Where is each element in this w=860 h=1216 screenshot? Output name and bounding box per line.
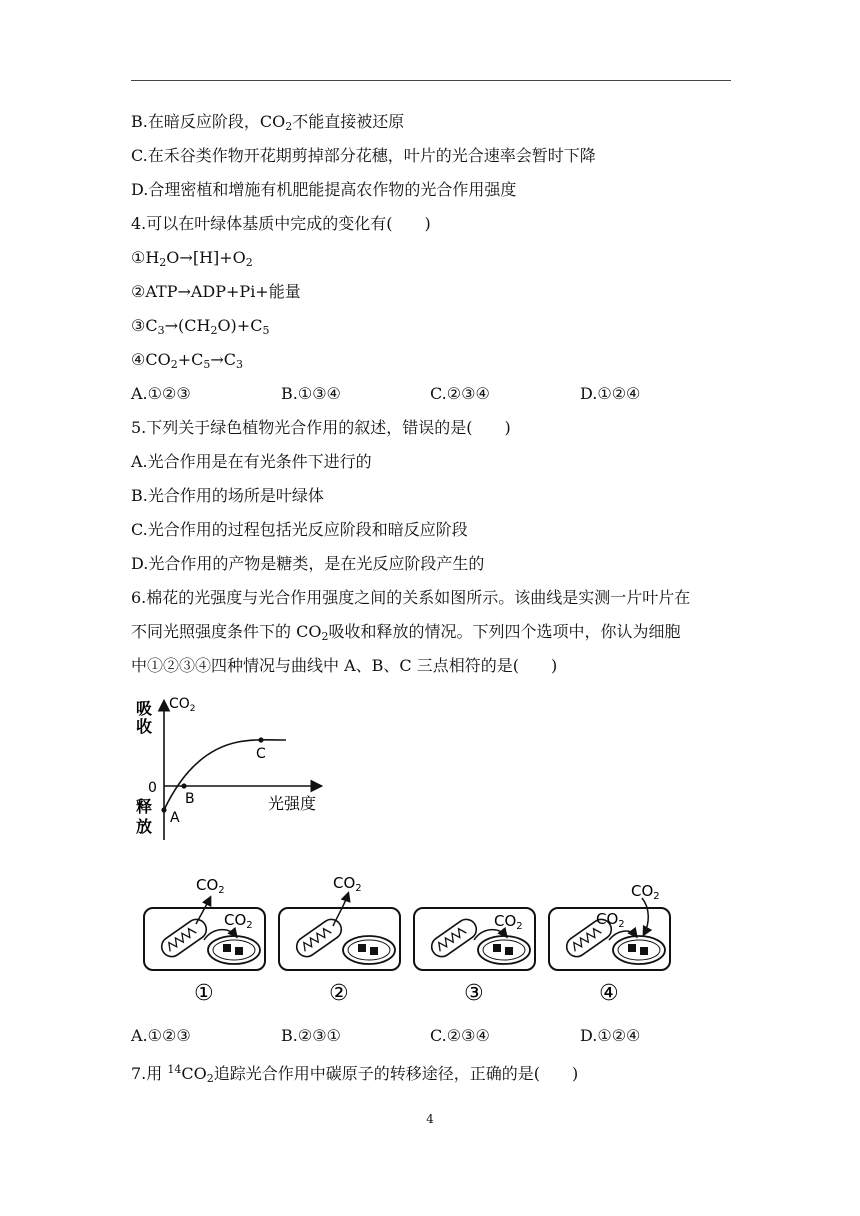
cell-3-inner-co2: $CO_2$ <box>494 912 523 932</box>
co2-in-arrow <box>642 898 648 934</box>
cell-1-label: ① <box>194 981 214 1006</box>
cell-diagrams <box>130 868 690 1010</box>
cell-2 <box>279 874 400 1006</box>
mitochondrion-icon <box>158 915 210 960</box>
cell-2-top-co2: $CO_2$ <box>333 874 362 894</box>
cell-1-top-co2: $CO_2$ <box>196 876 225 896</box>
co2-out-arrow <box>196 898 210 924</box>
point-c-marker <box>258 737 263 742</box>
q5-option-b: B.光合作用的场所是叶绿体 <box>131 486 324 505</box>
q4-item-2: ②ATP→ADP+Pi+能量 <box>131 282 301 301</box>
co2-out-arrow <box>333 894 348 926</box>
co2-light-graph <box>128 690 338 845</box>
q4-option-a: A.①②③ <box>131 384 191 403</box>
q6-stem-line-1: 6.棉花的光强度与光合作用强度之间的关系如图所示。该曲线是实测一片叶片在 <box>131 588 691 607</box>
q3-option-b: B.在暗反应阶段，$CO_2$不能直接被还原 <box>131 112 405 133</box>
point-a-marker <box>161 807 166 812</box>
q5-option-a: A.光合作用是在有光条件下进行的 <box>131 452 372 471</box>
q6-option-b: B.②③① <box>281 1026 341 1045</box>
q4-option-d: D.①②④ <box>580 384 641 403</box>
cell-4-inner-co2: $CO_2$ <box>596 910 625 930</box>
q6-stem-line-3: 中①②③④四种情况与曲线中 A、B、C 三点相符的是( ) <box>131 656 558 675</box>
y-top-char-1: 吸 <box>136 699 153 718</box>
y-bottom-char-1: 释 <box>136 797 153 816</box>
q6-stem-line-2: 不同光照强度条件下的 $CO_2$吸收和释放的情况。下列四个选项中，你认为细胞 <box>131 622 681 643</box>
q4-item-4: $④CO_2+C_5\to C_3$ <box>131 350 244 371</box>
cell-3 <box>414 908 535 1006</box>
q5-option-d: D.光合作用的产物是糖类，是在光反应阶段产生的 <box>131 554 485 573</box>
zero-label: 0 <box>148 780 157 796</box>
cell-1-inner-co2: $CO_2$ <box>224 911 253 931</box>
cell-3-label: ③ <box>464 981 484 1006</box>
q4-option-c: C.②③④ <box>430 384 490 403</box>
q6-option-d: D.①②④ <box>580 1026 641 1045</box>
mitochondrion-icon <box>293 915 345 960</box>
page-number: 4 <box>426 1112 434 1126</box>
point-b-label: B <box>185 791 195 807</box>
chloroplast-icon <box>478 936 530 964</box>
chloroplast-icon <box>208 936 260 964</box>
q4-item-1: $①H_2O\to[H]+O_2$ <box>131 248 253 269</box>
q4-item-3: $③C_3\to(CH_2O)+C_5$ <box>131 316 270 337</box>
cell-2-label: ② <box>329 981 349 1006</box>
q6-option-c: C.②③④ <box>430 1026 490 1045</box>
cell-1 <box>144 876 265 1006</box>
chloroplast-icon <box>613 936 665 964</box>
q3-option-c: C.在禾谷类作物开花期剪掉部分花穗，叶片的光合速率会暂时下降 <box>131 146 596 165</box>
q5-stem: 5.下列关于绿色植物光合作用的叙述，错误的是( ) <box>131 418 511 437</box>
y-axis-label: $CO_2$ <box>169 696 196 714</box>
point-b-marker <box>181 783 186 788</box>
q4-stem: 4.可以在叶绿体基质中完成的变化有( ) <box>131 214 431 233</box>
point-a-label: A <box>170 810 180 826</box>
q5-option-c: C.光合作用的过程包括光反应阶段和暗反应阶段 <box>131 520 468 539</box>
chloroplast-icon <box>343 936 395 964</box>
q7-stem: 7.用 $^{14}CO_2$追踪光合作用中碳原子的转移途径，正确的是( ) <box>131 1063 579 1085</box>
q4-option-b: B.①③④ <box>281 384 341 403</box>
mitochondrion-icon <box>428 915 480 960</box>
point-c-label: C <box>256 746 266 762</box>
cell-4-top-co2: $CO_2$ <box>631 882 660 902</box>
q6-option-a: A.①②③ <box>131 1026 191 1045</box>
y-top-char-2: 收 <box>136 717 153 736</box>
y-bottom-char-2: 放 <box>136 817 153 836</box>
cell-4-label: ④ <box>599 981 619 1006</box>
q3-option-d: D.合理密植和增施有机肥能提高农作物的光合作用强度 <box>131 180 517 199</box>
header-rule <box>131 80 731 81</box>
cell-4 <box>549 882 670 1006</box>
x-axis-label: 光强度 <box>268 794 317 813</box>
